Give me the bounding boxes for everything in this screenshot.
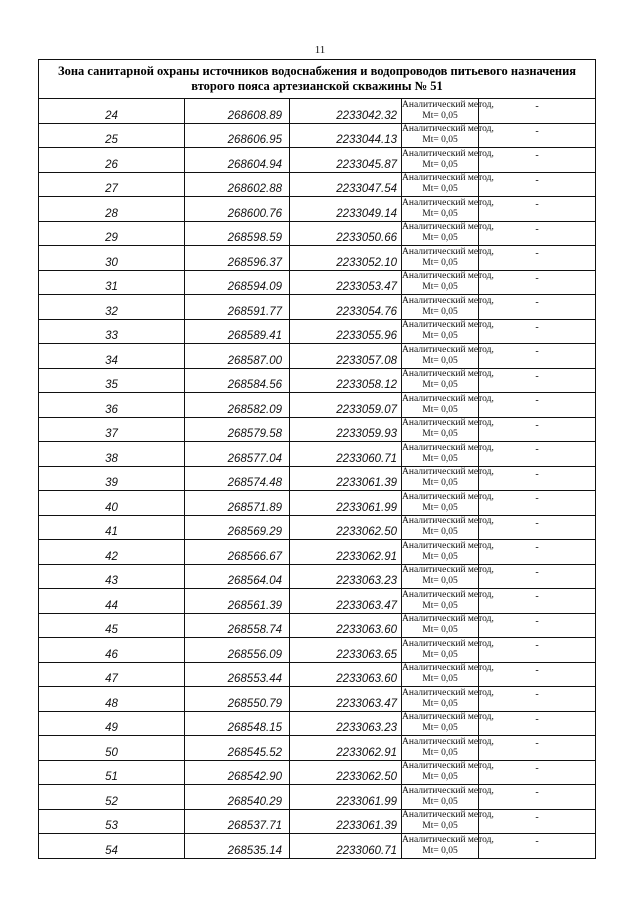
x-coordinate-cell: 268564.04 [185, 564, 290, 589]
accuracy-label: Mt= 0,05 [422, 257, 458, 268]
point-number-cell: 30 [39, 246, 185, 271]
y-coordinate-cell: 2233062.50 [290, 760, 402, 785]
x-coordinate-cell: 268602.88 [185, 172, 290, 197]
point-number-cell: 35 [39, 368, 185, 393]
point-number-cell: 50 [39, 736, 185, 761]
accuracy-label: Mt= 0,05 [422, 159, 458, 170]
dash-mark-cell: - [479, 760, 596, 785]
accuracy-label: Mt= 0,05 [422, 723, 458, 734]
method-cell [402, 368, 494, 393]
x-coordinate-cell: 268577.04 [185, 442, 290, 467]
y-coordinate-cell: 2233060.71 [290, 834, 402, 859]
point-number-cell: 40 [39, 491, 185, 516]
dash-mark-cell: - [479, 711, 596, 736]
method-cell [402, 344, 494, 369]
method-cell [402, 393, 494, 418]
dash-mark-cell: - [479, 172, 596, 197]
point-number-cell: 29 [39, 221, 185, 246]
method-label: Аналитический метод, [402, 712, 494, 723]
table-row [39, 687, 596, 712]
x-coordinate-cell: 268600.76 [185, 197, 290, 222]
table-row [39, 368, 596, 393]
point-number-cell: 36 [39, 393, 185, 418]
method-label: Аналитический метод, [402, 589, 494, 600]
x-coordinate-cell: 268571.89 [185, 491, 290, 516]
accuracy-label: Mt= 0,05 [422, 453, 458, 464]
accuracy-label: Mt= 0,05 [422, 772, 458, 783]
y-coordinate-cell: 2233059.07 [290, 393, 402, 418]
x-coordinate-cell: 268574.48 [185, 466, 290, 491]
x-coordinate-cell: 268596.37 [185, 246, 290, 271]
point-number-cell: 41 [39, 515, 185, 540]
y-coordinate-cell: 2233052.10 [290, 246, 402, 271]
method-cell [402, 613, 494, 638]
x-coordinate-cell: 268582.09 [185, 393, 290, 418]
dash-mark-cell: - [479, 589, 596, 614]
y-coordinate-cell: 2233060.71 [290, 442, 402, 467]
accuracy-label: Mt= 0,05 [422, 331, 458, 342]
x-coordinate-cell: 268558.74 [185, 613, 290, 638]
accuracy-label: Mt= 0,05 [422, 821, 458, 832]
table-row [39, 246, 596, 271]
method-cell [402, 466, 494, 491]
accuracy-label: Mt= 0,05 [422, 698, 458, 709]
method-label: Аналитический метод, [402, 222, 494, 233]
method-label: Аналитический метод, [402, 663, 494, 674]
dash-mark-cell: - [479, 491, 596, 516]
table-row [39, 148, 596, 173]
table-row [39, 785, 596, 810]
method-label: Аналитический метод, [402, 761, 494, 772]
point-number-cell: 28 [39, 197, 185, 222]
method-cell [402, 662, 494, 687]
accuracy-label: Mt= 0,05 [422, 110, 458, 121]
dash-mark-cell: - [479, 736, 596, 761]
table-row [39, 834, 596, 859]
method-cell [402, 809, 494, 834]
table-row [39, 613, 596, 638]
point-number-cell: 43 [39, 564, 185, 589]
point-number-cell: 24 [39, 99, 185, 124]
x-coordinate-cell: 268535.14 [185, 834, 290, 859]
method-label: Аналитический метод, [402, 516, 494, 527]
y-coordinate-cell: 2233063.47 [290, 589, 402, 614]
point-number-cell: 49 [39, 711, 185, 736]
method-label: Аналитический метод, [402, 810, 494, 821]
dash-mark-cell: - [479, 295, 596, 320]
method-label: Аналитический метод, [402, 173, 494, 184]
accuracy-label: Mt= 0,05 [422, 233, 458, 244]
coordinates-table [38, 59, 596, 859]
table-row [39, 123, 596, 148]
dash-mark-cell: - [479, 540, 596, 565]
dash-mark-cell: - [479, 834, 596, 859]
accuracy-label: Mt= 0,05 [422, 551, 458, 562]
dash-mark-cell: - [479, 270, 596, 295]
point-number-cell: 42 [39, 540, 185, 565]
method-cell [402, 564, 494, 589]
method-cell [402, 540, 494, 565]
method-cell [402, 785, 494, 810]
table-row [39, 295, 596, 320]
x-coordinate-cell: 268566.67 [185, 540, 290, 565]
method-cell [402, 221, 494, 246]
method-label: Аналитический метод, [402, 442, 494, 453]
y-coordinate-cell: 2233063.60 [290, 662, 402, 687]
dash-mark-cell: - [479, 197, 596, 222]
method-cell [402, 246, 494, 271]
y-coordinate-cell: 2233044.13 [290, 123, 402, 148]
method-label: Аналитический метод, [402, 124, 494, 135]
accuracy-label: Mt= 0,05 [422, 502, 458, 513]
y-coordinate-cell: 2233061.39 [290, 809, 402, 834]
point-number-cell: 25 [39, 123, 185, 148]
table-title: Зона санитарной охраны источников водоснабжения и водопроводов питьевого назначения второго пояса артезианской скважины № 51 [39, 60, 596, 99]
y-coordinate-cell: 2233057.08 [290, 344, 402, 369]
accuracy-label: Mt= 0,05 [422, 674, 458, 685]
dash-mark-cell: - [479, 221, 596, 246]
method-cell [402, 148, 494, 173]
dash-mark-cell: - [479, 368, 596, 393]
method-label: Аналитический метод, [402, 246, 494, 257]
table-row [39, 99, 596, 124]
dash-mark-cell: - [479, 662, 596, 687]
method-cell [402, 319, 494, 344]
dash-mark-cell: - [479, 564, 596, 589]
method-label: Аналитический метод, [402, 369, 494, 380]
point-number-cell: 27 [39, 172, 185, 197]
x-coordinate-cell: 268604.94 [185, 148, 290, 173]
y-coordinate-cell: 2233062.50 [290, 515, 402, 540]
y-coordinate-cell: 2233061.39 [290, 466, 402, 491]
method-cell [402, 99, 494, 124]
accuracy-label: Mt= 0,05 [422, 380, 458, 391]
method-cell [402, 491, 494, 516]
point-number-cell: 33 [39, 319, 185, 344]
method-label: Аналитический метод, [402, 271, 494, 282]
method-cell [402, 417, 494, 442]
method-label: Аналитический метод, [402, 344, 494, 355]
y-coordinate-cell: 2233050.66 [290, 221, 402, 246]
x-coordinate-cell: 268556.09 [185, 638, 290, 663]
method-label: Аналитический метод, [402, 197, 494, 208]
dash-mark-cell: - [479, 687, 596, 712]
table-row [39, 491, 596, 516]
x-coordinate-cell: 268594.09 [185, 270, 290, 295]
table-row [39, 564, 596, 589]
y-coordinate-cell: 2233063.65 [290, 638, 402, 663]
table-row [39, 270, 596, 295]
x-coordinate-cell: 268542.90 [185, 760, 290, 785]
dash-mark-cell: - [479, 442, 596, 467]
y-coordinate-cell: 2233063.23 [290, 564, 402, 589]
method-cell [402, 123, 494, 148]
point-number-cell: 38 [39, 442, 185, 467]
y-coordinate-cell: 2233062.91 [290, 736, 402, 761]
y-coordinate-cell: 2233047.54 [290, 172, 402, 197]
point-number-cell: 26 [39, 148, 185, 173]
x-coordinate-cell: 268589.41 [185, 319, 290, 344]
method-cell [402, 172, 494, 197]
y-coordinate-cell: 2233063.60 [290, 613, 402, 638]
accuracy-label: Mt= 0,05 [422, 796, 458, 807]
accuracy-label: Mt= 0,05 [422, 429, 458, 440]
point-number-cell: 37 [39, 417, 185, 442]
accuracy-label: Mt= 0,05 [422, 576, 458, 587]
page-number: 11 [314, 44, 326, 56]
table-row [39, 589, 596, 614]
dash-mark-cell: - [479, 809, 596, 834]
point-number-cell: 31 [39, 270, 185, 295]
x-coordinate-cell: 268579.58 [185, 417, 290, 442]
method-label: Аналитический метод, [402, 565, 494, 576]
x-coordinate-cell: 268561.39 [185, 589, 290, 614]
y-coordinate-cell: 2233053.47 [290, 270, 402, 295]
method-cell [402, 687, 494, 712]
table-row [39, 515, 596, 540]
method-cell [402, 270, 494, 295]
dash-mark-cell: - [479, 785, 596, 810]
accuracy-label: Mt= 0,05 [422, 527, 458, 538]
point-number-cell: 32 [39, 295, 185, 320]
y-coordinate-cell: 2233054.76 [290, 295, 402, 320]
method-label: Аналитический метод, [402, 638, 494, 649]
method-label: Аналитический метод, [402, 614, 494, 625]
point-number-cell: 45 [39, 613, 185, 638]
accuracy-label: Mt= 0,05 [422, 184, 458, 195]
point-number-cell: 44 [39, 589, 185, 614]
dash-mark-cell: - [479, 344, 596, 369]
method-label: Аналитический метод, [402, 148, 494, 159]
table-row [39, 319, 596, 344]
y-coordinate-cell: 2233045.87 [290, 148, 402, 173]
dash-mark-cell: - [479, 99, 596, 124]
table-row [39, 172, 596, 197]
table-row [39, 221, 596, 246]
dash-mark-cell: - [479, 466, 596, 491]
x-coordinate-cell: 268591.77 [185, 295, 290, 320]
point-number-cell: 48 [39, 687, 185, 712]
x-coordinate-cell: 268569.29 [185, 515, 290, 540]
method-label: Аналитический метод, [402, 834, 494, 845]
point-number-cell: 52 [39, 785, 185, 810]
table-row [39, 197, 596, 222]
method-cell [402, 295, 494, 320]
point-number-cell: 46 [39, 638, 185, 663]
point-number-cell: 53 [39, 809, 185, 834]
dash-mark-cell: - [479, 393, 596, 418]
accuracy-label: Mt= 0,05 [422, 135, 458, 146]
x-coordinate-cell: 268587.00 [185, 344, 290, 369]
method-cell [402, 442, 494, 467]
method-cell [402, 711, 494, 736]
method-label: Аналитический метод, [402, 467, 494, 478]
x-coordinate-cell: 268553.44 [185, 662, 290, 687]
accuracy-label: Mt= 0,05 [422, 306, 458, 317]
point-number-cell: 39 [39, 466, 185, 491]
table-row [39, 809, 596, 834]
dash-mark-cell: - [479, 319, 596, 344]
y-coordinate-cell: 2233063.47 [290, 687, 402, 712]
table-row [39, 736, 596, 761]
method-cell [402, 197, 494, 222]
x-coordinate-cell: 268606.95 [185, 123, 290, 148]
method-cell [402, 589, 494, 614]
x-coordinate-cell: 268537.71 [185, 809, 290, 834]
dash-mark-cell: - [479, 246, 596, 271]
accuracy-label: Mt= 0,05 [422, 649, 458, 660]
table-row [39, 466, 596, 491]
y-coordinate-cell: 2233061.99 [290, 491, 402, 516]
dash-mark-cell: - [479, 123, 596, 148]
y-coordinate-cell: 2233049.14 [290, 197, 402, 222]
y-coordinate-cell: 2233062.91 [290, 540, 402, 565]
dash-mark-cell: - [479, 417, 596, 442]
method-cell [402, 834, 494, 859]
point-number-cell: 51 [39, 760, 185, 785]
table-row [39, 711, 596, 736]
table-row [39, 442, 596, 467]
method-label: Аналитический метод, [402, 687, 494, 698]
x-coordinate-cell: 268545.52 [185, 736, 290, 761]
accuracy-label: Mt= 0,05 [422, 600, 458, 611]
method-cell [402, 638, 494, 663]
method-label: Аналитический метод, [402, 418, 494, 429]
point-number-cell: 54 [39, 834, 185, 859]
x-coordinate-cell: 268540.29 [185, 785, 290, 810]
table-row [39, 417, 596, 442]
method-label: Аналитический метод, [402, 99, 494, 110]
y-coordinate-cell: 2233063.23 [290, 711, 402, 736]
method-cell [402, 515, 494, 540]
y-coordinate-cell: 2233042.32 [290, 99, 402, 124]
table-row [39, 662, 596, 687]
dash-mark-cell: - [479, 148, 596, 173]
y-coordinate-cell: 2233055.96 [290, 319, 402, 344]
accuracy-label: Mt= 0,05 [422, 845, 458, 856]
accuracy-label: Mt= 0,05 [422, 478, 458, 489]
accuracy-label: Mt= 0,05 [422, 747, 458, 758]
table-row [39, 393, 596, 418]
method-cell [402, 736, 494, 761]
method-label: Аналитический метод, [402, 785, 494, 796]
table-row [39, 638, 596, 663]
dash-mark-cell: - [479, 613, 596, 638]
dash-mark-cell: - [479, 638, 596, 663]
method-label: Аналитический метод, [402, 320, 494, 331]
method-label: Аналитический метод, [402, 295, 494, 306]
table-row [39, 540, 596, 565]
point-number-cell: 34 [39, 344, 185, 369]
y-coordinate-cell: 2233061.99 [290, 785, 402, 810]
x-coordinate-cell: 268548.15 [185, 711, 290, 736]
accuracy-label: Mt= 0,05 [422, 404, 458, 415]
accuracy-label: Mt= 0,05 [422, 355, 458, 366]
method-label: Аналитический метод, [402, 393, 494, 404]
x-coordinate-cell: 268550.79 [185, 687, 290, 712]
method-cell [402, 760, 494, 785]
y-coordinate-cell: 2233059.93 [290, 417, 402, 442]
table-row [39, 344, 596, 369]
accuracy-label: Mt= 0,05 [422, 282, 458, 293]
x-coordinate-cell: 268598.59 [185, 221, 290, 246]
method-label: Аналитический метод, [402, 736, 494, 747]
table-row [39, 760, 596, 785]
table-body [39, 99, 596, 859]
method-label: Аналитический метод, [402, 491, 494, 502]
dash-mark-cell: - [479, 515, 596, 540]
x-coordinate-cell: 268584.56 [185, 368, 290, 393]
accuracy-label: Mt= 0,05 [422, 208, 458, 219]
accuracy-label: Mt= 0,05 [422, 625, 458, 636]
y-coordinate-cell: 2233058.12 [290, 368, 402, 393]
point-number-cell: 47 [39, 662, 185, 687]
x-coordinate-cell: 268608.89 [185, 99, 290, 124]
method-label: Аналитический метод, [402, 540, 494, 551]
